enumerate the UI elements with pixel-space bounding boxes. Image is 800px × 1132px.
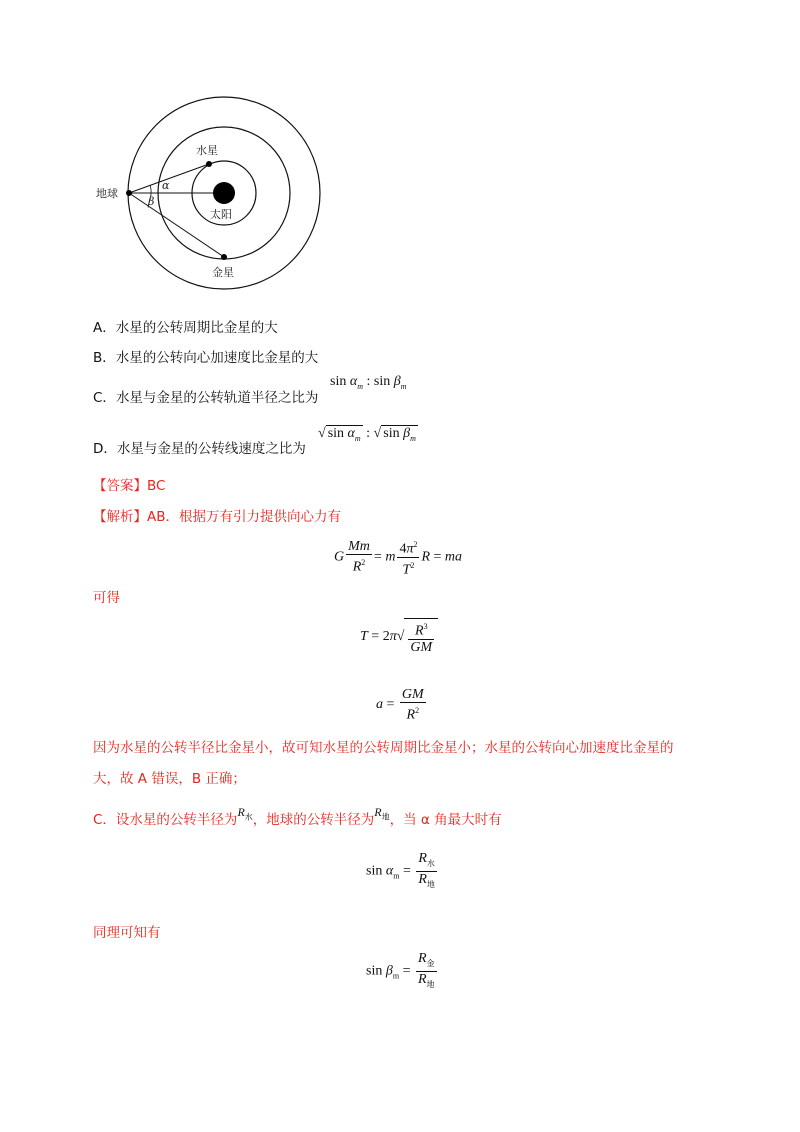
mercury-dot	[206, 161, 212, 167]
analysis-intro-text: AB．根据万有引力提供向心力有	[147, 509, 341, 525]
similarly-text: 同理可知有	[93, 925, 161, 941]
option-d-text: 水星与金星的公转线速度之比为	[116, 441, 306, 457]
beta-label: β	[148, 195, 155, 208]
answer-label: 【答案】	[93, 478, 147, 494]
equation-period: T = 2π√ $\frac{R^3}{GM}$	[360, 618, 438, 655]
sun	[213, 182, 235, 204]
orbit-diagram	[90, 88, 350, 298]
venus-label: 金星	[212, 266, 234, 279]
option-b-letter: B．	[93, 350, 116, 366]
analysis-label: 【解析】	[93, 509, 147, 525]
earth-dot	[126, 190, 132, 196]
equation-acceleration: a = $\frac{GM}{R^2}$	[376, 687, 424, 723]
venus-dot	[221, 254, 227, 260]
c-part-3: ，当 α 角最大时有	[389, 812, 502, 828]
option-d-letter: D．	[93, 441, 117, 457]
option-c	[93, 386, 318, 406]
c-part-1: C．设水星的公转半径为	[93, 812, 238, 828]
sun-label: 太阳	[210, 208, 232, 221]
option-b-text: 水星的公转向心加速度比金星的大	[115, 350, 319, 366]
option-c-letter: C．	[93, 390, 116, 406]
can-get-text: 可得	[93, 590, 120, 606]
option-a-text: 水星的公转周期比金星的大	[115, 320, 278, 336]
option-c-text: 水星与金星的公转轨道半径之比为	[115, 390, 319, 406]
mercury-label: 水星	[196, 144, 218, 157]
option-d-formula: √ $\sin \alpha_m$ : √ $\sin \beta_m$	[318, 426, 416, 443]
r-earth-symbol: $R_地$	[374, 805, 390, 822]
c-part-2: ，地球的公转半径为	[252, 812, 375, 828]
conclusion-line-1: 因为水星的公转半径比金星小，故可知水星的公转周期比金星小；水星的公转向心加速度比金星的	[93, 740, 674, 756]
equation-sin-beta: $\sin \beta_m$ = $\frac{R_金}{R_地}$	[366, 951, 435, 989]
alpha-label: α	[162, 179, 170, 192]
option-d	[93, 437, 306, 457]
option-a-letter: A．	[93, 320, 116, 336]
conclusion-line-2: 大，故 A 错误，B 正确；	[93, 771, 246, 787]
option-a	[93, 316, 278, 336]
analysis-intro	[93, 503, 341, 531]
answer-value: BC	[147, 478, 166, 494]
c-part-line	[93, 806, 502, 839]
r-mercury-symbol: $R_水$	[237, 805, 253, 822]
answer-line	[93, 472, 165, 500]
line-earth-venus	[129, 193, 224, 257]
option-c-formula: $\sin \alpha_m$ : $\sin \beta_m$	[330, 374, 407, 391]
equation-gravity: G $\frac{Mm}{R^2}$ = m $\frac{4\pi^2}{T^2}$ R = ma	[334, 537, 462, 577]
option-b	[93, 346, 318, 366]
equation-sin-alpha: $\sin \alpha_m$ = $\frac{R_水}{R_地}$	[366, 851, 435, 889]
earth-label: 地球	[96, 187, 118, 200]
